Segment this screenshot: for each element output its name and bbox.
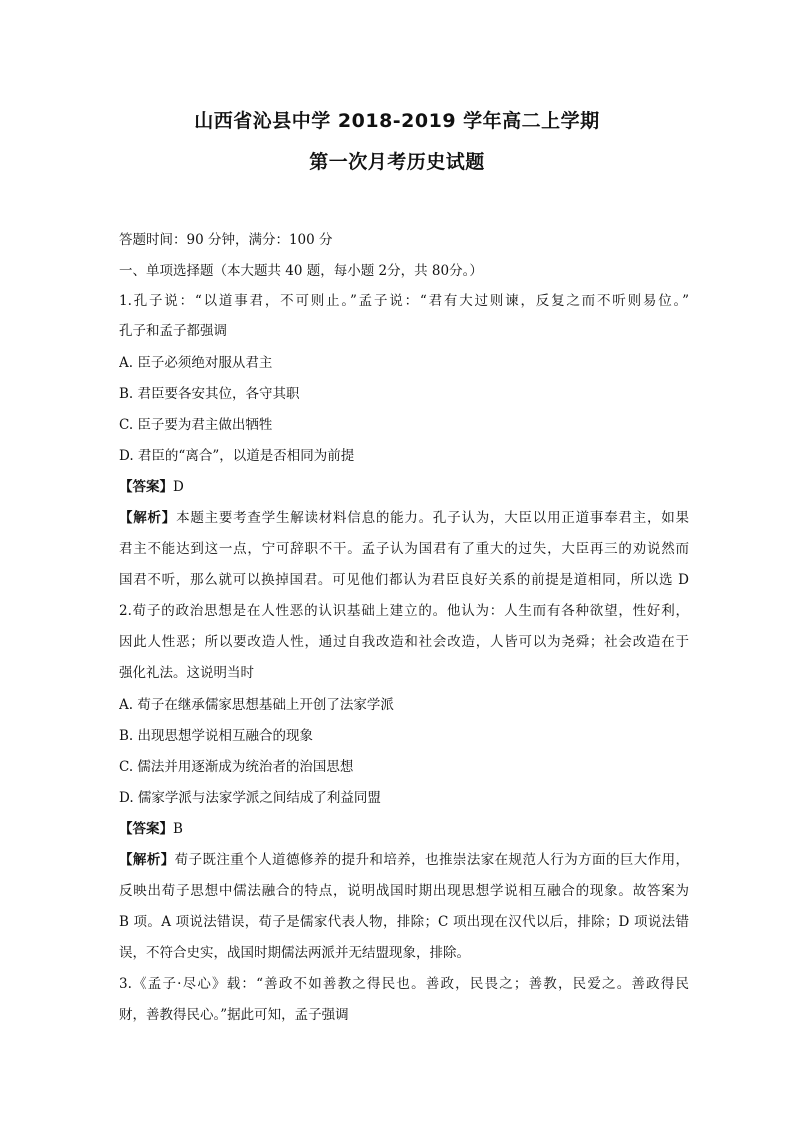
- q1-answer-tag: 【答案】: [119, 479, 173, 495]
- q1-stem-line2: 孔子和孟子都强调: [119, 323, 227, 339]
- q2-option-a: A. 荀子在继承儒家思想基础上开创了法家学派: [119, 697, 394, 713]
- q2-analysis-line4: 误，不符合史实，战国时期儒法两派并无结盟现象，排除。: [119, 945, 470, 961]
- q2-analysis-line3: B 项。A 项说法错误，荀子是儒家代表人物，排除；C 项出现在汉代以后，排除；D 项说法错: [119, 914, 689, 930]
- q1-option-b: B. 君臣要各安其位，各守其职: [119, 386, 300, 402]
- q1-analysis-line3: 国君不听，那么就可以换掉国君。可见他们都认为君臣良好关系的前提是道相同，所以选 D: [119, 572, 689, 588]
- q1-option-c: C. 臣子要为君主做出牺牲: [119, 417, 273, 433]
- q2-option-c: C. 儒法并用逐渐成为统治者的治国思想: [119, 759, 354, 775]
- exam-info: 答题时间：90 分钟，满分：100 分: [119, 232, 333, 248]
- q2-answer-value: B: [173, 821, 183, 837]
- q1-analysis-text1: 本题主要考查学生解读材料信息的能力。孔子认为，大臣以用正道事奉君主，如果: [176, 510, 689, 526]
- q2-answer: [119, 820, 689, 838]
- document-title-line2: 第一次月考历史试题: [309, 151, 485, 173]
- q1-stem-line1: 1.孔子说：“以道事君，不可则止。”孟子说：“君有大过则谏，反复之而不听则易位。”: [119, 293, 689, 309]
- q2-analysis-text1: 荀子既注重个人道德修养的提升和培养，也推崇法家在规范人行为方面的巨大作用，: [174, 852, 689, 868]
- q2-analysis-line1: [119, 851, 689, 869]
- q2-option-d: D. 儒家学派与法家学派之间结成了利益同盟: [119, 790, 381, 806]
- q1-analysis-tag: 【解析】: [119, 510, 177, 526]
- section-header: 一、单项选择题（本大题共 40 题，每小题 2分，共 80分。）: [119, 263, 483, 279]
- q1-option-d: D. 君臣的“离合”，以道是否相同为前提: [119, 448, 355, 464]
- q3-stem-line2: 财，善教得民心。”据此可知，孟子强调: [119, 1007, 349, 1023]
- q2-stem-line1: 2.荀子的政治思想是在人性恶的认识基础上建立的。他认为：人生而有各种欲望，性好利，: [119, 603, 689, 619]
- q1-option-a: A. 臣子必须绝对服从君主: [119, 355, 273, 371]
- q1-answer: [119, 478, 689, 496]
- q2-stem-line2: 因此人性恶；所以要改造人性，通过自我改造和社会改造，人皆可以为尧舜；社会改造在于: [119, 634, 689, 650]
- q3-stem-line1: 3.《孟子·尽心》载：“善政不如善教之得民也。善政，民畏之；善教，民爱之。善政得民: [119, 976, 689, 992]
- q1-analysis-line2: 君主不能达到这一点，宁可辞职不干。孟子认为国君有了重大的过失，大臣再三的劝说然而: [119, 541, 689, 557]
- q2-stem-line3: 强化礼法。这说明当时: [119, 665, 254, 681]
- q2-answer-tag: 【答案】: [119, 821, 173, 837]
- q1-answer-value: D: [173, 479, 184, 495]
- q2-analysis-line2: 反映出荀子思想中儒法融合的特点，说明战国时期出现思想学说相互融合的现象。故答案为: [119, 883, 689, 899]
- q2-analysis-tag: 【解析】: [119, 852, 175, 868]
- q2-option-b: B. 出现思想学说相互融合的现象: [119, 728, 314, 744]
- q1-analysis-line1: [119, 509, 689, 527]
- document-title-line1: 山西省沁县中学 2018-2019 学年高二上学期: [194, 110, 600, 132]
